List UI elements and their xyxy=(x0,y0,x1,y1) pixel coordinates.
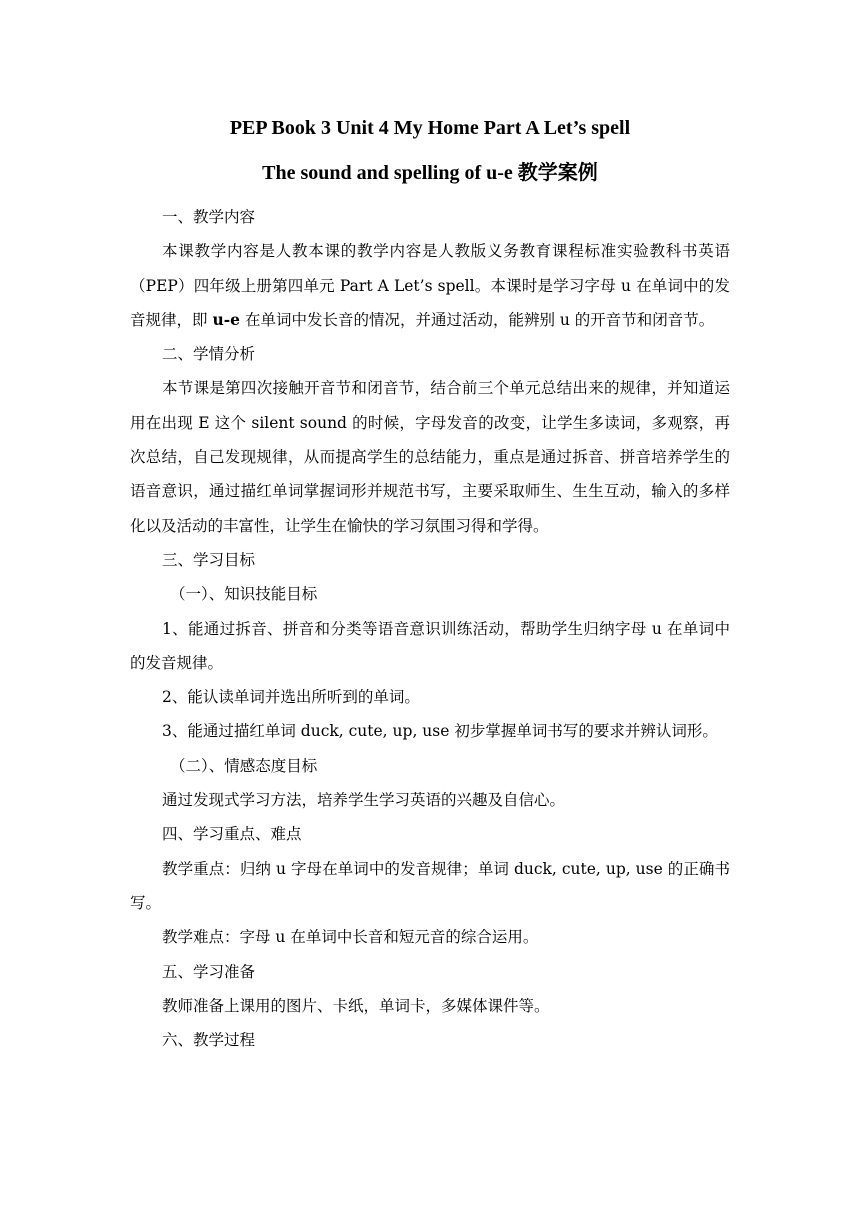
body-paragraph-analysis: 本节课是第四次接触开音节和闭音节，结合前三个单元总结出来的规律，并知道运用在出现 E 这个 silent sound 的时候，字母发音的改变，让学生多读词，多观察，再次总结，自己发现规律，从而提高学生的总结能力，重点是通过拆音、拼音培养学生的语音意识，通过描红单词掌握词形并规范书写，主要采取师生、生生互动，输入的多样化以及活动的丰富性，让学生在愉快的学习氛围习得和学得。 xyxy=(130,379,730,535)
section-heading-analysis: 二、学情分析 xyxy=(162,345,256,364)
subheading-attitude: （二）、情感态度目标 xyxy=(170,756,318,775)
focus-difficult-point: 教学难点：字母 u 在单词中长音和短元音的综合运用。 xyxy=(162,928,539,947)
section-heading-content: 一、教学内容 xyxy=(162,208,256,226)
goal-item-2: 2、能认读单词并选出所听到的单词。 xyxy=(162,688,420,707)
goal-item-1: 1、能通过拆音、拼音和分类等语音意识训练活动，帮助学生归纳字母 u 在单词中的发音规律。 xyxy=(130,619,730,672)
section-heading-focus: 四、学习重点、难点 xyxy=(162,825,302,844)
subheading-knowledge: （一）、知识技能目标 xyxy=(170,585,318,604)
document-title: PEP Book 3 Unit 4 My Home Part A Let’s spell xyxy=(229,117,631,139)
body-paragraph-content xyxy=(130,234,730,337)
paragraph-text: 本课教学内容是人教本课的教学内容是人教版义务教育课程标准实验教科书英语（PEP）四年级上册第四单元 Part A Let’s spell。本课时是学习字母 u 在单词中的发音规律，即 xyxy=(130,242,730,329)
bold-term: u-e xyxy=(212,309,241,329)
document-subtitle: The sound and spelling of u-e 教学案例 xyxy=(262,162,598,184)
paragraph-text: 在单词中发长音的情况，并通过活动，能辨别 u 的开音节和闭音节。 xyxy=(240,310,715,329)
section-heading-goals: 三、学习目标 xyxy=(162,550,256,569)
document-body xyxy=(130,200,730,1057)
focus-key-point: 教学重点：归纳 u 字母在单词中的发音规律；单词 duck, cute, up, use 的正确书写。 xyxy=(130,859,730,912)
body-paragraph-preparation: 教师准备上课用的图片、卡纸，单词卡，多媒体课件等。 xyxy=(162,996,550,1015)
body-paragraph-attitude: 通过发现式学习方法，培养学生学习英语的兴趣及自信心。 xyxy=(162,791,566,810)
section-heading-preparation: 五、学习准备 xyxy=(162,962,256,981)
section-heading-process: 六、教学过程 xyxy=(162,1031,256,1050)
goal-item-3: 3、能通过描红单词 duck, cute, up, use 初步掌握单词书写的要求并辨认词形。 xyxy=(162,722,718,741)
